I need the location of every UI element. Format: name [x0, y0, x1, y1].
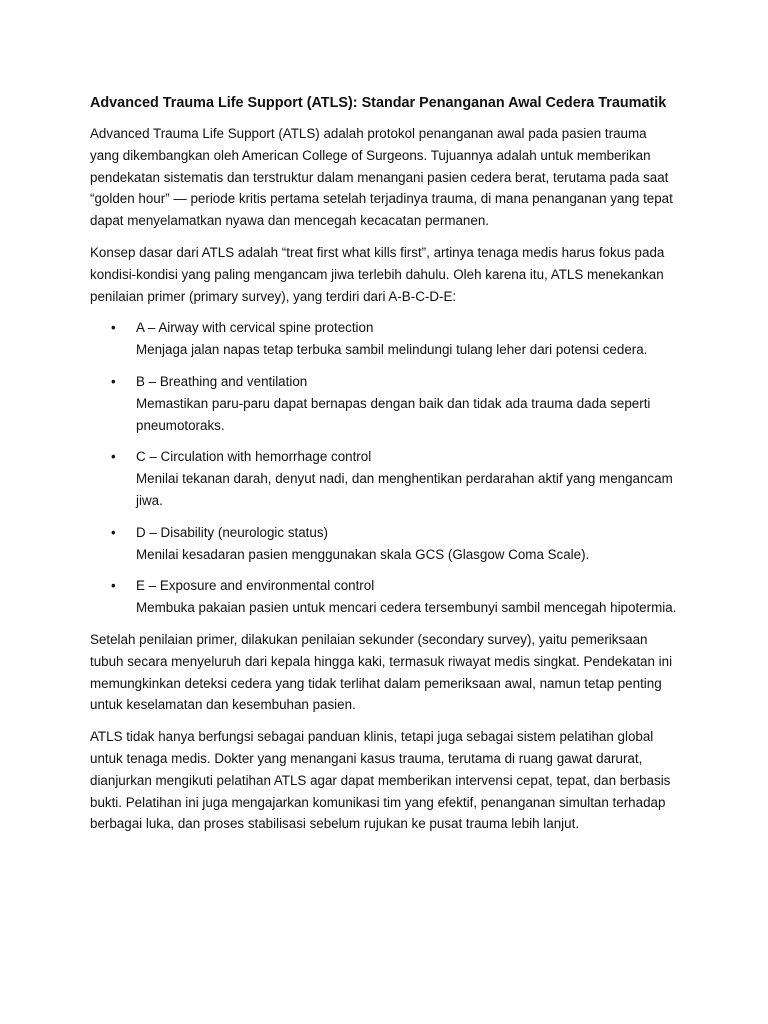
list-item-description: Memastikan paru-paru dapat bernapas dengan baik dan tidak ada trauma dada seperti pneumotoraks. [136, 395, 651, 433]
primary-survey-list [90, 317, 678, 619]
bullet-icon: • [111, 524, 116, 540]
list-item-description: Menilai tekanan darah, denyut nadi, dan menghentikan perdarahan aktif yang mengancam jiwa. [136, 471, 673, 508]
list-item-description: Menilai kesadaran pasien menggunakan skala GCS (Glasgow Coma Scale). [136, 546, 590, 562]
list-item-disability [90, 522, 678, 566]
list-item-heading: B – Breathing and ventilation [136, 373, 308, 389]
list-item-description: Menjaga jalan napas tetap terbuka sambil melindungi tulang leher dari potensi cedera. [136, 342, 648, 358]
list-item-airway [90, 317, 678, 361]
list-item-heading: A – Airway with cervical spine protection [136, 320, 374, 336]
intro-paragraph: Advanced Trauma Life Support (ATLS) adalah protokol penanganan awal pada pasien trauma yang dikembangkan oleh American College of Surgeons. Tujuannya adalah untuk memberikan pendekatan sistematis dan terstruktur dalam menangani pasien cedera berat, terutama pada saat “golden hour” — periode kritis pertama setelah terjadinya trauma, di mana penanganan yang tepat dapat menyelamatkan nyawa dan mencegah kecacatan permanen. [90, 126, 673, 229]
document-title: Advanced Trauma Life Support (ATLS): Standar Penanganan Awal Cedera Traumatik [90, 95, 667, 111]
list-item-heading: C – Circulation with hemorrhage control [136, 449, 372, 465]
training-paragraph: ATLS tidak hanya berfungsi sebagai panduan klinis, tetapi juga sebagai sistem pelatihan global untuk tenaga medis. Dokter yang menangani kasus trauma, terutama di ruang gawat darurat, dianjurkan mengikuti pelatihan ATLS agar dapat memberikan intervensi cepat, tepat, dan berbasis bukti. Pelatihan ini juga mengajarkan komunikasi tim yang efektif, penanganan simultan terhadap berbagai luka, dan proses stabilisasi sebelum rujukan ke pusat trauma lebih lanjut. [90, 729, 671, 832]
list-item-breathing [90, 371, 678, 436]
list-item-exposure [90, 575, 678, 619]
list-item-description: Membuka pakaian pasien untuk mencari cedera tersembunyi sambil mencegah hipotermia. [136, 600, 677, 616]
bullet-icon: • [111, 449, 116, 465]
bullet-icon: • [111, 373, 116, 389]
bullet-icon: • [111, 320, 116, 336]
list-item-heading: E – Exposure and environmental control [136, 578, 375, 594]
list-item-heading: D – Disability (neurologic status) [136, 524, 329, 540]
secondary-survey-paragraph: Setelah penilaian primer, dilakukan penilaian sekunder (secondary survey), yaitu pemeriksaan tubuh secara menyeluruh dari kepala hingga kaki, termasuk riwayat medis singkat. Pendekatan ini memungkinkan deteksi cedera yang tidak terlihat dalam pemeriksaan awal, namun tetap penting untuk keselamatan dan kesembuhan pasien. [90, 631, 673, 713]
bullet-icon: • [111, 578, 116, 594]
concept-paragraph: Konsep dasar dari ATLS adalah “treat first what kills first”, artinya tenaga medis harus fokus pada kondisi-kondisi yang paling mengancam jiwa terlebih dahulu. Oleh karena itu, ATLS menekankan penilaian primer (primary survey), yang terdiri dari A-B-C-D-E: [90, 244, 665, 304]
list-item-circulation [90, 446, 678, 511]
